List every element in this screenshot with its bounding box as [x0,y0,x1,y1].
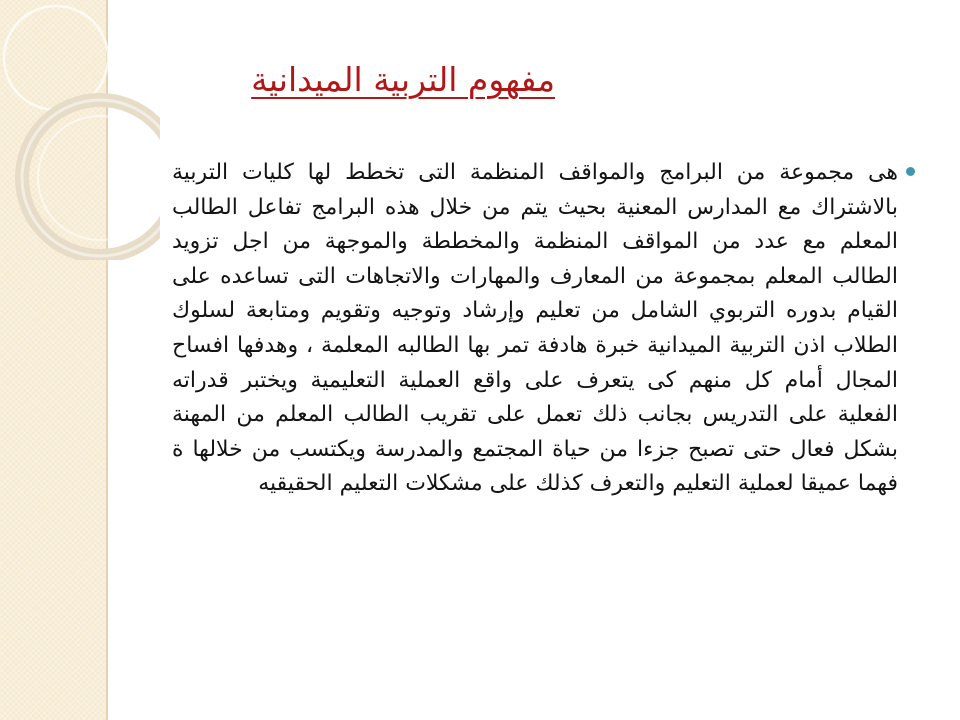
bullet-point-icon [906,167,915,176]
decorative-circles [0,0,160,260]
slide-title: مفهوم التربية الميدانية [251,60,555,99]
slide-body-text: هى مجموعة من البرامج والمواقف المنظمة التى تخطط لها كليات التربية بالاشتراك مع المدارس المعنية بحيث يتم من خلال هذه البرامج تفاعل الطالب المعلم مع عدد من المواقف المنظمة والمخططة والموجهة من اجل تزويد الطالب المعلم بمجموعة من المعارف والمهارات والاتجاهات التى تساعده على القيام بدوره التربوي الشامل من تعليم وإرشاد وتوجيه وتقويم ومتابعة لسلوك الطلاب اذن التربية الميدانية خبرة هادفة تمر بها الطالبه المعلمة ، وهدفها افساح المجال أمام كل منهم كى يتعرف على واقع العملية التعليمية ويختبر قدراته الفعلية على التدريس بجانب ذلك تعمل على تقريب الطالب المعلم من المهنة بشكل فعال حتى تصبح جزءا من حياة المجتمع والمدرسة ويكتسب من خلالها ة فهما عميقا لعملية التعليم والتعرف كذلك على مشكلات التعليم الحقيقيه [172,160,898,497]
